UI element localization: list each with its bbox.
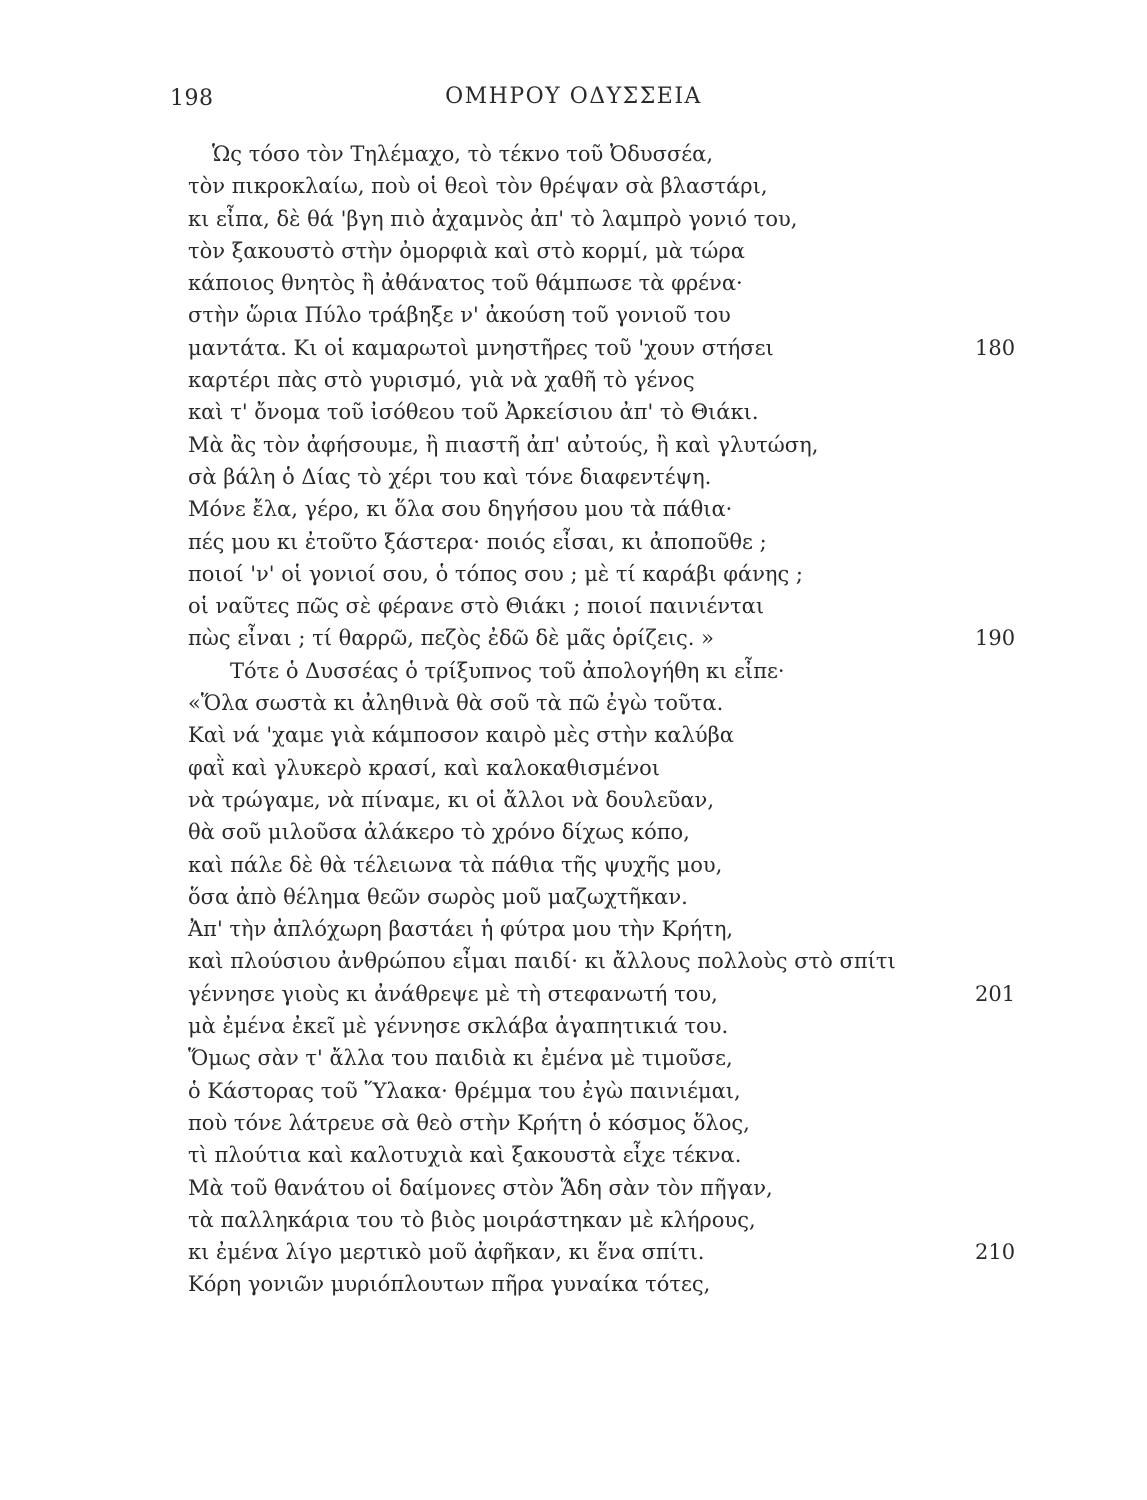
verse-text: τὸν πικροκλαίω, ποὺ οἱ θεοὶ τὸν θρέψαν σὰ βλαστάρι, [188,174,768,199]
verse-line [0,558,1147,590]
verse-line [0,332,1147,364]
page-number: 198 [170,86,214,111]
verse-text: στὴν ὥρια Πύλο τράβηξε ν' ἀκούση τοῦ γονιοῦ του [188,303,731,328]
verse-text: νὰ τρώγαμε, νὰ πίναμε, κι οἱ ἄλλοι νὰ δουλεῦαν, [188,787,714,812]
verse-line [0,526,1147,558]
verse-text: τὰ παλληκάρια του τὸ βιὸς μοιράστηκαν μὲ κλήρους, [188,1207,756,1232]
verse-line [0,752,1147,784]
line-number: 180 [975,335,1016,360]
verse-text: Ἀπ' τὴν ἀπλόχωρη βαστάει ἡ φύτρα μου τὴν Κρήτη, [188,917,734,942]
verse-line [0,1075,1147,1107]
verse-text: «Ὅλα σωστὰ κι ἀληθινὰ θὰ σοῦ τὰ πῶ ἐγὼ τοῦτα. [188,691,724,716]
verse-line [0,1042,1147,1074]
verse-line [0,396,1147,428]
verse-line [0,590,1147,622]
verse-text: Τότε ὁ Δυσσέας ὁ τρίξυπνος τοῦ ἀπολογήθη κι εἶπε· [230,658,785,683]
verse-text: φαῒ καὶ γλυκερὸ κρασί, καὶ καλοκαθισμένοι [188,755,661,780]
verse-line [0,493,1147,525]
verse-line [0,364,1147,396]
verse-line [0,719,1147,751]
line-number: 190 [975,626,1016,651]
verse-line [0,235,1147,267]
verse-text: ποὺ τόνε λάτρευε σὰ θεὸ στὴν Κρήτη ὁ κόσμος ὅλος, [188,1110,750,1135]
verse-text: πές μου κι ἐτοῦτο ξάστερα· ποιός εἶσαι, κι ἀποποῦθε ; [188,529,767,554]
verse-line [0,1107,1147,1139]
verse-text: οἱ ναῦτες πῶς σὲ φέρανε στὸ Θιάκι ; ποιοί παινιένται [188,594,765,619]
verse-text: καὶ πάλε δὲ θὰ τέλειωνα τὰ πάθια τῆς ψυχῆς μου, [188,852,723,877]
verse-text: τὶ πλούτια καὶ καλοτυχιὰ καὶ ξακουστὰ εἶχε τέκνα. [188,1143,742,1168]
verse-text: σὰ βάλη ὁ Δίας τὸ χέρι του καὶ τόνε διαφεντέψη. [188,464,712,489]
verse-line [0,655,1147,687]
verse-text: Μὰ ἂς τὸν ἀφήσουμε, ἢ πιαστῆ ἀπ' αὐτούς, ἢ καὶ γλυτώση, [188,432,819,457]
verse-text: τὸν ξακουστὸ στὴν ὀμορφιὰ καὶ στὸ κορμί, μὰ τώρα [188,238,745,263]
verse-text: θὰ σοῦ μιλοῦσα ἀλάκερο τὸ χρόνο δίχως κόπο, [188,820,690,845]
verse-text: Ὅμως σὰν τ' ἄλλα του παιδιὰ κι ἐμένα μὲ τιμοῦσε, [188,1046,733,1071]
verse-text: πὼς εἶναι ; τί θαρρῶ, πεζὸς ἐδῶ δὲ μᾶς ὁρίζεις. » [188,626,714,651]
verse-line [0,849,1147,881]
verse-line [0,299,1147,331]
verse-line [0,1172,1147,1204]
line-number: 210 [975,1240,1016,1265]
verse-text: Κόρη γονιῶν μυριόπλουτων πῆρα γυναίκα τότες, [188,1272,711,1297]
verse-text: Μὰ τοῦ θανάτου οἱ δαίμονες στὸν Ἅδη σὰν τὸν πῆγαν, [188,1175,773,1200]
verse-text: κι ἐμένα λίγο μερτικὸ μοῦ ἀφῆκαν, κι ἕνα σπίτι. [188,1240,705,1265]
verse-text: καὶ τ' ὄνομα τοῦ ἰσόθεου τοῦ Ἀρκείσιου ἀπ' τὸ Θιάκι. [188,400,759,425]
verse-text: καρτέρι πὰς στὸ γυρισμό, γιὰ νὰ χαθῆ τὸ γένος [188,368,695,393]
verse-line [0,203,1147,235]
verse-text: κάποιος θνητὸς ἢ ἀθάνατος τοῦ θάμπωσε τὰ φρένα· [188,271,743,296]
verse-line [0,461,1147,493]
verse-text: Μόνε ἔλα, γέρο, κι ὅλα σου δηγήσου μου τὰ πάθια· [188,497,733,522]
line-number: 201 [975,981,1016,1006]
verse-line [0,622,1147,654]
verse-line [0,881,1147,913]
verse-text: γέννησε γιοὺς κι ἀνάθρεψε μὲ τὴ στεφανωτή του, [188,981,718,1006]
verse-text: μαντάτα. Κι οἱ καμαρωτοὶ μνηστῆρες τοῦ 'χουν στήσει [188,335,774,360]
verse-text: Ὡς τόσο τὸν Τηλέμαχο, τὸ τέκνο τοῦ Ὀδυσσέα, [212,142,714,166]
verse-line [0,1139,1147,1171]
verse-text: μὰ ἐμένα ἐκεῖ μὲ γέννησε σκλάβα ἀγαπητικιά του. [188,1014,729,1039]
verse-text: ποιοί 'ν' οἱ γονιοί σου, ὁ τόπος σου ; μὲ τί καράβι φάνης ; [188,561,803,586]
verse-line [0,1204,1147,1236]
verse-text: καὶ πλούσιου ἀνθρώπου εἶμαι παιδί· κι ἄλλους πολλοὺς στὸ σπίτι [188,949,896,974]
verse-line [0,816,1147,848]
verse-line [0,687,1147,719]
verse-line [0,784,1147,816]
running-title: ΟΜΗΡΟΥ ΟΔΥΣΣΕΙΑ [445,84,702,109]
verse-line [0,267,1147,299]
verse-line [0,138,1147,170]
verse-text: Καὶ νά 'χαμε γιὰ κάμποσον καιρὸ μὲς στὴν καλύβα [188,723,734,748]
verse-line [0,1236,1147,1268]
verse-text: ὁ Κάστορας τοῦ Ὕλακα· θρέμμα του ἐγὼ παινιέμαι, [188,1078,741,1103]
verse-text: κι εἶπα, δὲ θά 'βγη πιὸ ἀχαμνὸς ἀπ' τὸ λαμπρὸ γονιό του, [188,206,798,231]
verse-line [0,978,1147,1010]
verse-line [0,945,1147,977]
verse-line [0,913,1147,945]
verse-line [0,170,1147,202]
verse-line [0,1010,1147,1042]
verse-text: ὅσα ἀπὸ θέλημα θεῶν σωρὸς μοῦ μαζωχτῆκαν. [188,884,688,909]
verse-block [0,138,1147,1301]
verse-line [0,429,1147,461]
verse-line [0,1268,1147,1300]
